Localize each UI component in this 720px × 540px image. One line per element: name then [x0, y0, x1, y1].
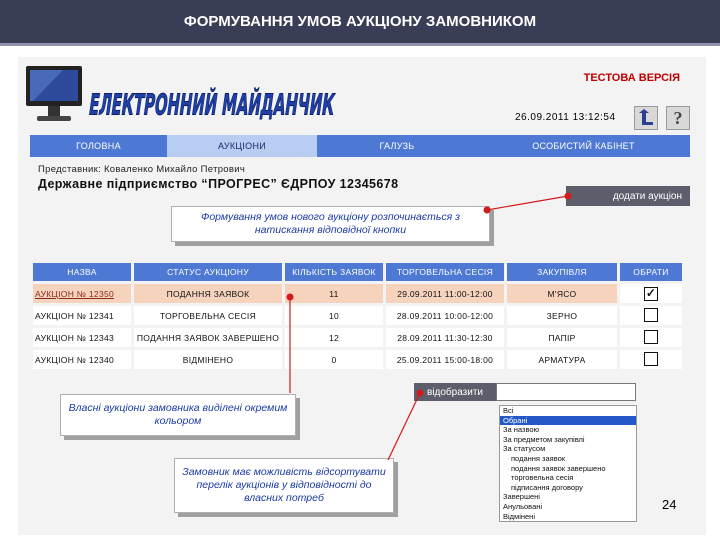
filter-option[interactable]: подання заявок завершено: [511, 463, 606, 473]
procurement-item: АРМАТУРА: [507, 350, 617, 369]
trading-session: 28.09.2011 10:00-12:00: [386, 306, 504, 325]
auction-name-link[interactable]: АУКЦІОН № 12343: [33, 328, 131, 347]
auction-name-link[interactable]: АУКЦІОН № 12341: [33, 306, 131, 325]
annotation-dot: [417, 390, 424, 397]
annotation-dot: [565, 193, 572, 200]
bid-count: 0: [285, 350, 383, 369]
organization-name: Державне підприємство “ПРОГРЕС” ЄДРПОУ 12345678: [38, 177, 399, 191]
nav-auctions[interactable]: АУКЦІОНИ: [167, 135, 317, 157]
auction-status: ПОДАННЯ ЗАЯВОК: [134, 284, 282, 303]
trading-session: 29.09.2011 11:00-12:00: [386, 284, 504, 303]
col-header-bids[interactable]: КІЛЬКІСТЬ ЗАЯВОК: [285, 263, 383, 281]
procurement-item: ЗЕРНО: [507, 306, 617, 325]
col-header-status[interactable]: СТАТУС АУКЦІОНУ: [134, 263, 282, 281]
select-checkbox[interactable]: ✓: [645, 285, 657, 300]
filter-option[interactable]: Всі: [503, 406, 514, 415]
page-number: 24: [662, 497, 677, 512]
annotation-dot: [484, 207, 491, 214]
bid-count: 12: [285, 328, 383, 347]
filter-option[interactable]: підписання договору: [511, 482, 583, 492]
nav-home[interactable]: ГОЛОВНА: [76, 141, 121, 151]
filter-option-selected[interactable]: Обрані: [500, 416, 636, 426]
add-auction-button[interactable]: додати аукціон: [566, 186, 690, 206]
representative: Представник: Коваленко Михайло Петрович: [38, 164, 246, 175]
filter-option[interactable]: Завершені: [503, 492, 540, 502]
nav-industry[interactable]: ГАЛУЗЬ: [379, 141, 415, 151]
filter-option[interactable]: торговельна сесія: [511, 473, 574, 483]
bid-count: 10: [285, 306, 383, 325]
filter-option[interactable]: Відмінені: [503, 511, 535, 521]
procurement-item: ПАПІР: [507, 328, 617, 347]
col-header-name[interactable]: НАЗВА: [33, 263, 131, 281]
callout-own-auctions: Власні аукціони замовника виділені окремим кольором: [60, 394, 296, 436]
datetime: 26.09.2011 13:12:54: [515, 112, 616, 123]
bid-count: 11: [285, 284, 383, 303]
filter-option[interactable]: За назвою: [503, 425, 540, 435]
display-button[interactable]: відобразити: [414, 383, 496, 401]
filter-option[interactable]: Анульовані: [503, 501, 543, 511]
filter-option[interactable]: За предметом закупівлі: [503, 434, 585, 444]
annotation-dot: [287, 294, 294, 301]
callout-sorting: Замовник має можливість відсортувати перелік аукціонів у відповідності до власних потреб: [174, 458, 394, 513]
callout-new-auction: Формування умов нового аукціону розпочинається з натискання відповідної кнопки: [171, 206, 490, 242]
auction-status: ВІДМІНЕНО: [134, 350, 282, 369]
help-button[interactable]: ?: [666, 106, 690, 130]
auction-status: ТОРГОВЕЛЬНА СЕСІЯ: [134, 306, 282, 325]
trading-session: 28.09.2011 11:30-12:30: [386, 328, 504, 347]
svg-text:ЕЛЕКТРОННИЙ МАЙДАНЧИК: ЕЛЕКТРОННИЙ МАЙДАНЧИК: [86, 89, 465, 123]
auction-name-link[interactable]: АУКЦІОН № 12340: [33, 350, 131, 369]
trading-session: 25.09.2011 15:00-18:00: [386, 350, 504, 369]
test-version-label: ТЕСТОВА ВЕРСІЯ: [583, 72, 680, 84]
slide-title: ФОРМУВАННЯ УМОВ АУКЦІОНУ ЗАМОВНИКОМ: [0, 0, 720, 46]
filter-option[interactable]: За статусом: [503, 444, 546, 454]
auction-name-link[interactable]: АУКЦІОН № 12350: [33, 284, 131, 303]
col-header-select: ОБРАТИ: [620, 263, 682, 281]
procurement-item: М'ЯСО: [507, 284, 617, 303]
filter-option[interactable]: подання заявок: [511, 453, 566, 463]
col-header-procurement[interactable]: ЗАКУПІВЛЯ: [507, 263, 617, 281]
nav-personal-cabinet[interactable]: ОСОБИСТИЙ КАБІНЕТ: [532, 141, 635, 151]
col-header-session[interactable]: ТОРГОВЕЛЬНА СЕСІЯ: [386, 263, 504, 281]
auction-status: ПОДАННЯ ЗАЯВОК ЗАВЕРШЕНО: [134, 328, 282, 347]
